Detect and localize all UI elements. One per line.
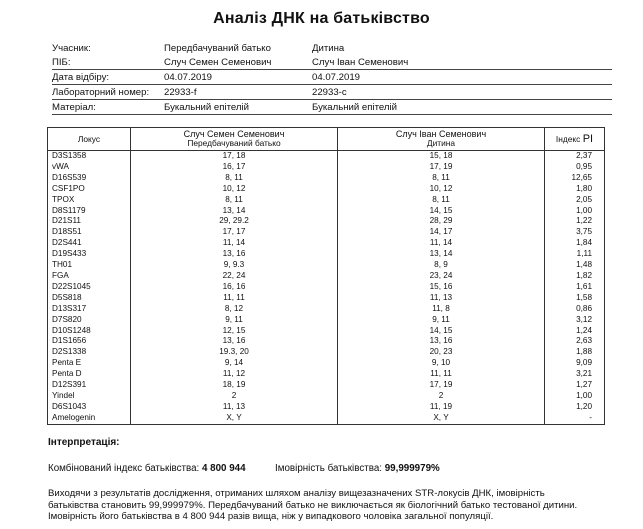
table-row: [48, 238, 605, 249]
cell-father: 12, 15: [131, 326, 338, 337]
cell-father: 10, 12: [131, 184, 338, 195]
cell-locus: D7S820: [48, 315, 131, 326]
cell-child: 11, 8: [338, 304, 545, 315]
table-row: [48, 195, 605, 206]
cell-father: 17, 17: [131, 227, 338, 238]
header-child-role: Дитина: [426, 138, 456, 148]
cell-father: 2: [131, 391, 338, 402]
conclusion-line: Виходячи з результатів дослідження, отриманих шляхом аналізу вищезазначених STR-локусів ДНК, імовірність: [48, 488, 545, 499]
table-row: [48, 260, 605, 271]
table-row: [48, 402, 605, 413]
conclusion-text: [48, 488, 618, 523]
cell-pi: 1,84: [545, 238, 605, 249]
table-row: [48, 413, 605, 424]
cell-child: 11, 13: [338, 293, 545, 304]
info-row-date: [52, 70, 612, 85]
cell-pi: 1,82: [545, 271, 605, 282]
cell-pi: 3,21: [545, 369, 605, 380]
cell-locus: Penta E: [48, 358, 131, 369]
table-row: [48, 347, 605, 358]
cell-locus: vWA: [48, 162, 131, 173]
cell-child: 28, 29: [338, 216, 545, 227]
cell-child: 14, 15: [338, 326, 545, 337]
cell-child: 17, 19: [338, 162, 545, 173]
info-label: ПІБ:: [52, 57, 71, 68]
cell-pi: 1,00: [545, 391, 605, 402]
info-child-value: Букальний епітелій: [312, 102, 397, 113]
cell-child: 15, 16: [338, 282, 545, 293]
cell-pi: 1,80: [545, 184, 605, 195]
interpretation-heading: Інтерпретація:: [48, 437, 120, 448]
cell-father: 8, 11: [131, 195, 338, 206]
table-row: [48, 391, 605, 402]
cell-pi: 3,12: [545, 315, 605, 326]
cell-locus: D2S441: [48, 238, 131, 249]
info-father-value: Букальний епітелій: [164, 102, 249, 113]
cell-locus: D18S51: [48, 227, 131, 238]
cell-child: 17, 19: [338, 380, 545, 391]
cell-father: 13, 14: [131, 206, 338, 217]
cell-child: 9, 10: [338, 358, 545, 369]
table-row: [48, 358, 605, 369]
header-father-name: Случ Семен Семенович: [183, 129, 285, 139]
cell-pi: -: [545, 413, 605, 424]
cell-pi: 2,05: [545, 195, 605, 206]
table-row: [48, 216, 605, 227]
info-label: Матеріал:: [52, 102, 96, 113]
header-pi-label: PI: [582, 132, 594, 145]
cell-pi: 2,37: [545, 151, 605, 162]
header-father: [131, 128, 338, 151]
cell-pi: 12,65: [545, 173, 605, 184]
cell-locus: D10S1248: [48, 326, 131, 337]
cell-father: 16, 17: [131, 162, 338, 173]
table-row: [48, 184, 605, 195]
cell-child: 2: [338, 391, 545, 402]
cell-pi: 1,58: [545, 293, 605, 304]
cell-father: 29, 29.2: [131, 216, 338, 227]
table-row: [48, 271, 605, 282]
cell-child: 14, 15: [338, 206, 545, 217]
cell-child: 23, 24: [338, 271, 545, 282]
cell-locus: D5S818: [48, 293, 131, 304]
info-father-value: Передбачуваний батько: [164, 43, 271, 54]
cell-child: 13, 16: [338, 336, 545, 347]
probability-label: Імовірність батьківства:: [275, 463, 382, 474]
cell-pi: 3,75: [545, 227, 605, 238]
table-row: [48, 151, 605, 162]
table-row: [48, 206, 605, 217]
cell-father: 13, 16: [131, 336, 338, 347]
table-row: [48, 336, 605, 347]
str-results-table: [47, 127, 605, 425]
cell-locus: D16S539: [48, 173, 131, 184]
cell-father: 9, 11: [131, 315, 338, 326]
cell-father: 8, 11: [131, 173, 338, 184]
table-row: [48, 249, 605, 260]
table-row: [48, 173, 605, 184]
cell-locus: TH01: [48, 260, 131, 271]
info-label: Дата відбіру:: [52, 72, 110, 83]
table-row: [48, 227, 605, 238]
header-locus: Локус: [48, 128, 131, 151]
table-row: [48, 162, 605, 173]
table-row: [48, 293, 605, 304]
cell-father: 22, 24: [131, 271, 338, 282]
summary-line: [48, 463, 440, 474]
header-index-label: Індекс: [555, 133, 581, 144]
cell-child: 20, 23: [338, 347, 545, 358]
cell-locus: Yindel: [48, 391, 131, 402]
cell-pi: 1,22: [545, 216, 605, 227]
cell-pi: 1,00: [545, 206, 605, 217]
cell-child: 9, 11: [338, 315, 545, 326]
info-father-value: 04.07.2019: [164, 72, 213, 83]
cell-pi: 1,20: [545, 402, 605, 413]
conclusion-line: батьківства становить 99,999979%. Передбачуваний батько не виключається як біологічний батько тестованої дитини.: [48, 499, 578, 511]
cell-child: 15, 18: [338, 151, 545, 162]
cell-pi: 1,24: [545, 326, 605, 337]
participant-info: [52, 41, 612, 115]
table-body: [48, 151, 605, 425]
info-child-value: Случ Іван Семенович: [312, 57, 409, 68]
cell-pi: 0,95: [545, 162, 605, 173]
cell-child: 11, 11: [338, 369, 545, 380]
cell-father: 8, 12: [131, 304, 338, 315]
page-title: Аналіз ДНК на батьківство: [213, 10, 430, 27]
cell-father: 18, 19: [131, 380, 338, 391]
info-row-name: [52, 55, 612, 70]
cell-locus: FGA: [48, 271, 131, 282]
cell-locus: D1S1656: [48, 336, 131, 347]
table-row: [48, 304, 605, 315]
cell-child: 14, 17: [338, 227, 545, 238]
probability-value: 99,999979%: [384, 463, 440, 474]
cell-father: 16, 16: [131, 282, 338, 293]
cell-pi: 2,63: [545, 336, 605, 347]
cell-child: 8, 9: [338, 260, 545, 271]
info-label: Учасник:: [52, 43, 91, 54]
cell-locus: CSF1PO: [48, 184, 131, 195]
info-row-material: [52, 100, 612, 115]
cell-father: 9, 14: [131, 358, 338, 369]
cell-locus: Penta D: [48, 369, 131, 380]
cell-child: X, Y: [338, 413, 545, 424]
cell-locus: D3S1358: [48, 151, 131, 162]
table-header-row: [48, 128, 605, 151]
info-child-value: 04.07.2019: [312, 72, 361, 83]
table-row: [48, 326, 605, 337]
cell-pi: 1,11: [545, 249, 605, 260]
cell-locus: D2S1338: [48, 347, 131, 358]
info-label: Лабораторний номер:: [52, 87, 150, 98]
cell-pi: 1,27: [545, 380, 605, 391]
conclusion-line: Імовірність його батьківства в 4 800 944 разів вища, ніж у випадкового чоловіка загальної популяції.: [48, 511, 494, 522]
cell-father: 13, 16: [131, 249, 338, 260]
str-results-table-wrapper: [47, 127, 604, 425]
header-pi: [545, 128, 605, 151]
cell-father: X, Y: [131, 413, 338, 424]
cell-father: 11, 14: [131, 238, 338, 249]
cell-locus: D12S391: [48, 380, 131, 391]
table-row: [48, 315, 605, 326]
cell-locus: D13S317: [48, 304, 131, 315]
combined-index-value: 4 800 944: [201, 463, 246, 474]
cell-pi: 1,48: [545, 260, 605, 271]
cell-child: 11, 14: [338, 238, 545, 249]
cell-pi: 9,09: [545, 358, 605, 369]
cell-pi: 0,86: [545, 304, 605, 315]
cell-father: 11, 12: [131, 369, 338, 380]
combined-index-label: Комбінований індекс батьківства:: [48, 463, 200, 474]
cell-child: 8, 11: [338, 173, 545, 184]
header-father-role: Передбачуваний батько: [187, 138, 281, 148]
info-father-value: Случ Семен Семенович: [164, 57, 272, 68]
cell-child: 10, 12: [338, 184, 545, 195]
info-row-participant: [52, 41, 612, 55]
cell-locus: D6S1043: [48, 402, 131, 413]
table-row: [48, 380, 605, 391]
cell-father: 19.3, 20: [131, 347, 338, 358]
cell-locus: D22S1045: [48, 282, 131, 293]
cell-locus: D21S11: [48, 216, 131, 227]
cell-locus: TPOX: [48, 195, 131, 206]
cell-father: 11, 11: [131, 293, 338, 304]
cell-pi: 1,88: [545, 347, 605, 358]
header-child-name: Случ Іван Семенович: [395, 129, 487, 139]
cell-father: 17, 18: [131, 151, 338, 162]
cell-locus: Amelogenin: [48, 413, 131, 424]
cell-pi: 1,61: [545, 282, 605, 293]
table-row: [48, 369, 605, 380]
cell-father: 11, 13: [131, 402, 338, 413]
header-child: [338, 128, 545, 151]
info-child-value: 22933-c: [312, 87, 347, 98]
info-father-value: 22933-f: [164, 87, 197, 98]
table-row: [48, 282, 605, 293]
info-row-lab-number: [52, 85, 612, 100]
cell-child: 8, 11: [338, 195, 545, 206]
cell-child: 11, 19: [338, 402, 545, 413]
info-child-value: Дитина: [312, 43, 345, 54]
cell-locus: D8S1179: [48, 206, 131, 217]
cell-locus: D19S433: [48, 249, 131, 260]
cell-father: 9, 9.3: [131, 260, 338, 271]
cell-child: 13, 14: [338, 249, 545, 260]
